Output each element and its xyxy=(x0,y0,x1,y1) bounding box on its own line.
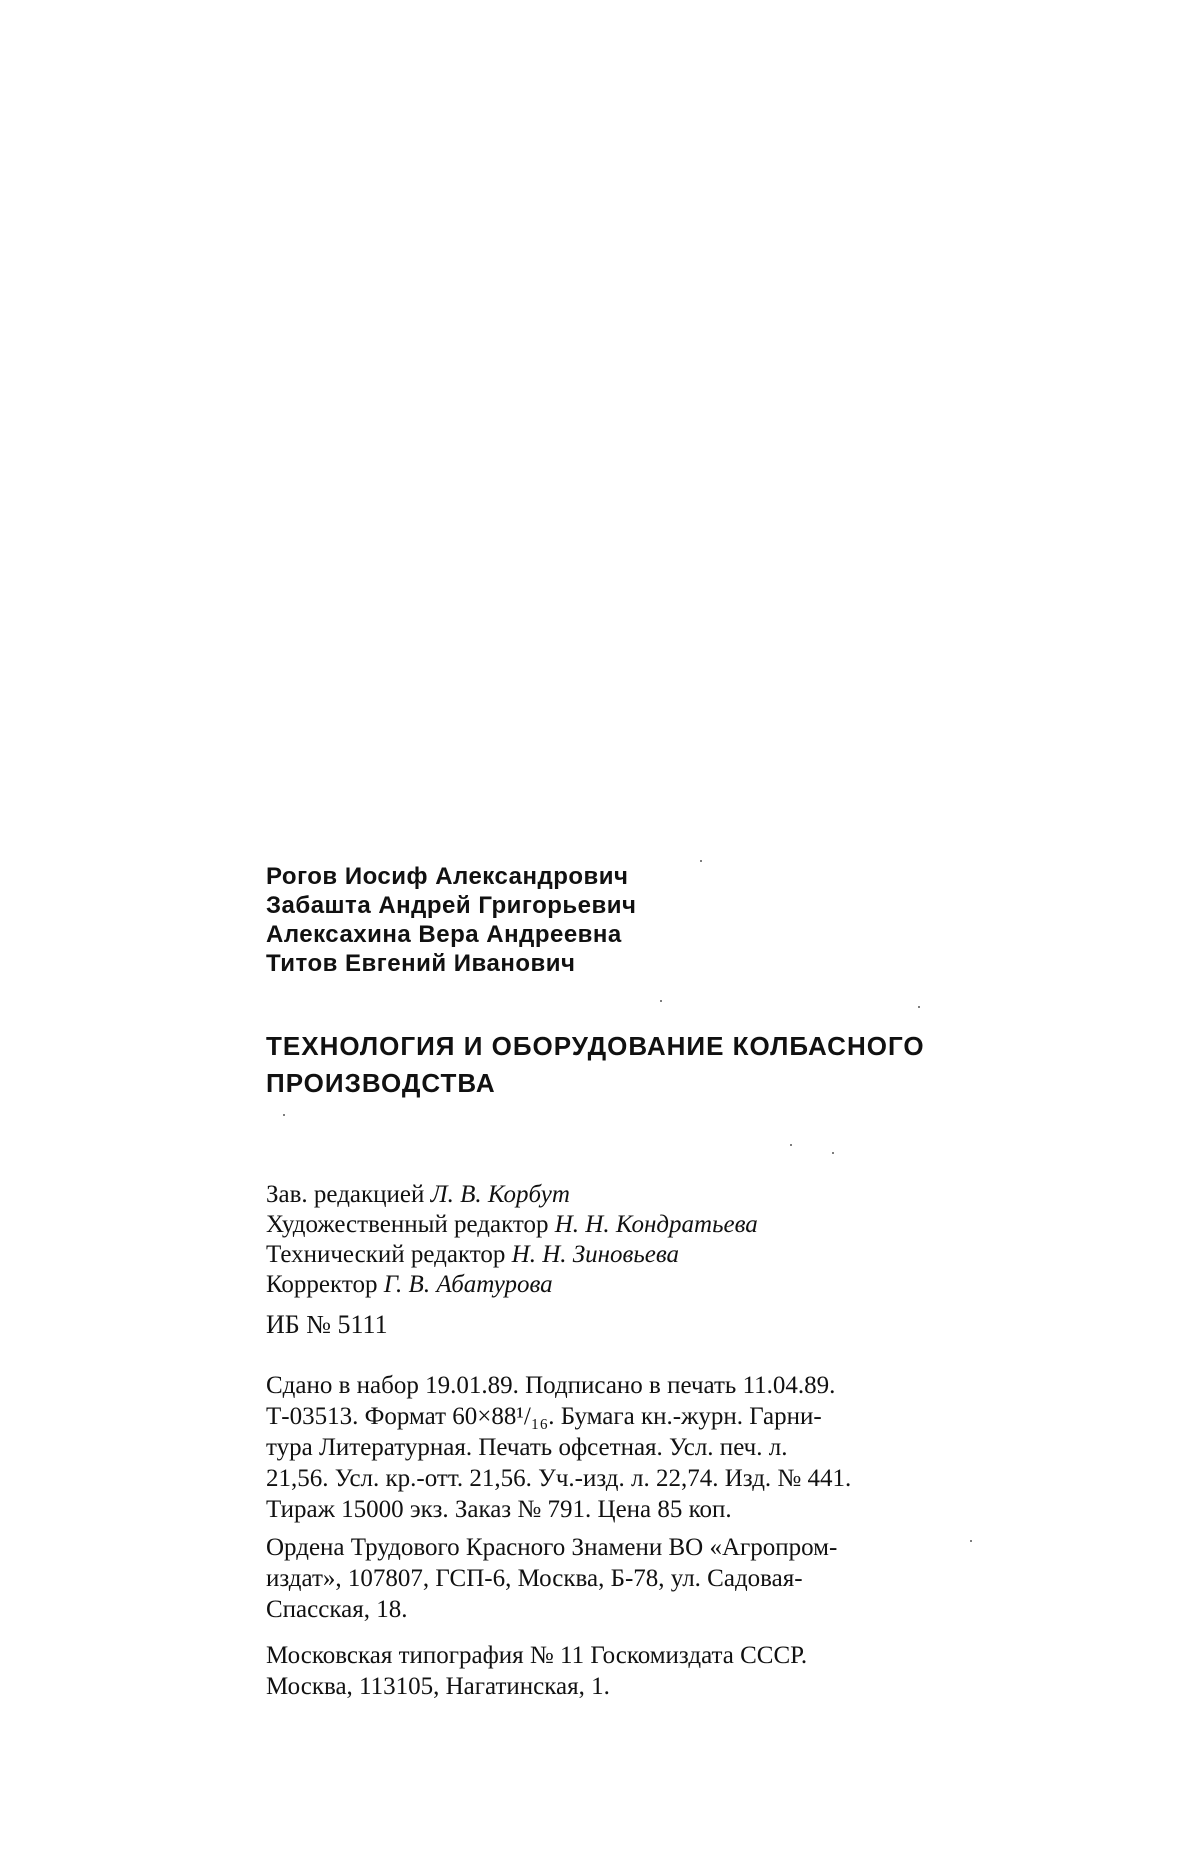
author-name: Рогов Иосиф Александрович xyxy=(266,863,629,890)
publisher-line: Спасская, 18. xyxy=(266,1596,408,1623)
author-name: Алексахина Вера Андреевна xyxy=(266,921,622,948)
author-name: Забашта Андрей Григорьевич xyxy=(266,892,637,919)
print-details-line: Сдано в набор 19.01.89. Подписано в печать 11.04.89. xyxy=(266,1372,836,1399)
staff-name: Г. В. Абатурова xyxy=(383,1271,553,1298)
book-title xyxy=(266,1028,966,1102)
editorial-staff xyxy=(266,1180,966,1300)
scan-speck xyxy=(832,1152,834,1154)
staff-name: Н. Н. Кондратьева xyxy=(554,1211,758,1238)
print-details-line: тура Литературная. Печать офсетная. Усл. печ. л. xyxy=(266,1434,788,1461)
scan-speck xyxy=(660,1000,662,1002)
staff-name: Л. В. Корбут xyxy=(430,1181,570,1208)
book-title-line: ПРОИЗВОДСТВА xyxy=(266,1068,496,1098)
scan-speck xyxy=(918,1006,920,1008)
author-name: Титов Евгений Иванович xyxy=(266,950,576,977)
print-details-line: Тираж 15000 экз. Заказ № 791. Цена 85 коп. xyxy=(266,1496,732,1523)
scan-speck xyxy=(790,1144,792,1146)
printer-line: Москва, 113105, Нагатинская, 1. xyxy=(266,1673,610,1700)
printer-info xyxy=(266,1640,966,1702)
staff-role: Корректор xyxy=(266,1271,378,1298)
printer-line: Московская типография № 11 Госкомиздата СССР. xyxy=(266,1642,808,1669)
staff-row xyxy=(266,1240,966,1270)
staff-role: Художественный редактор xyxy=(266,1211,549,1238)
staff-row xyxy=(266,1210,966,1240)
staff-row xyxy=(266,1180,966,1210)
publisher-line: издат», 107807, ГСП-6, Москва, Б-78, ул. Садовая- xyxy=(266,1565,803,1592)
print-details-line: 21,56. Усл. кр.-отт. 21,56. Уч.-изд. л. 22,74. Изд. № 441. xyxy=(266,1465,852,1492)
ib-number: ИБ № 5111 xyxy=(266,1310,388,1339)
author-list xyxy=(266,862,966,978)
print-details-line: Т-03513. Формат 60×88¹/₁₆. Бумага кн.-журн. Гарни- xyxy=(266,1403,822,1430)
book-title-line: ТЕХНОЛОГИЯ И ОБОРУДОВАНИЕ КОЛБАСНОГО xyxy=(266,1031,925,1061)
print-details xyxy=(266,1370,966,1525)
staff-name: Н. Н. Зиновьева xyxy=(511,1241,680,1268)
scan-speck xyxy=(970,1540,972,1542)
scan-speck xyxy=(700,860,702,862)
staff-role: Зав. редакцией xyxy=(266,1181,425,1208)
staff-role: Технический редактор xyxy=(266,1241,506,1268)
publisher-line: Ордена Трудового Красного Знамени ВО «Агропром- xyxy=(266,1534,838,1561)
staff-row xyxy=(266,1270,966,1300)
publisher-info xyxy=(266,1532,966,1625)
scan-speck xyxy=(283,1114,285,1116)
